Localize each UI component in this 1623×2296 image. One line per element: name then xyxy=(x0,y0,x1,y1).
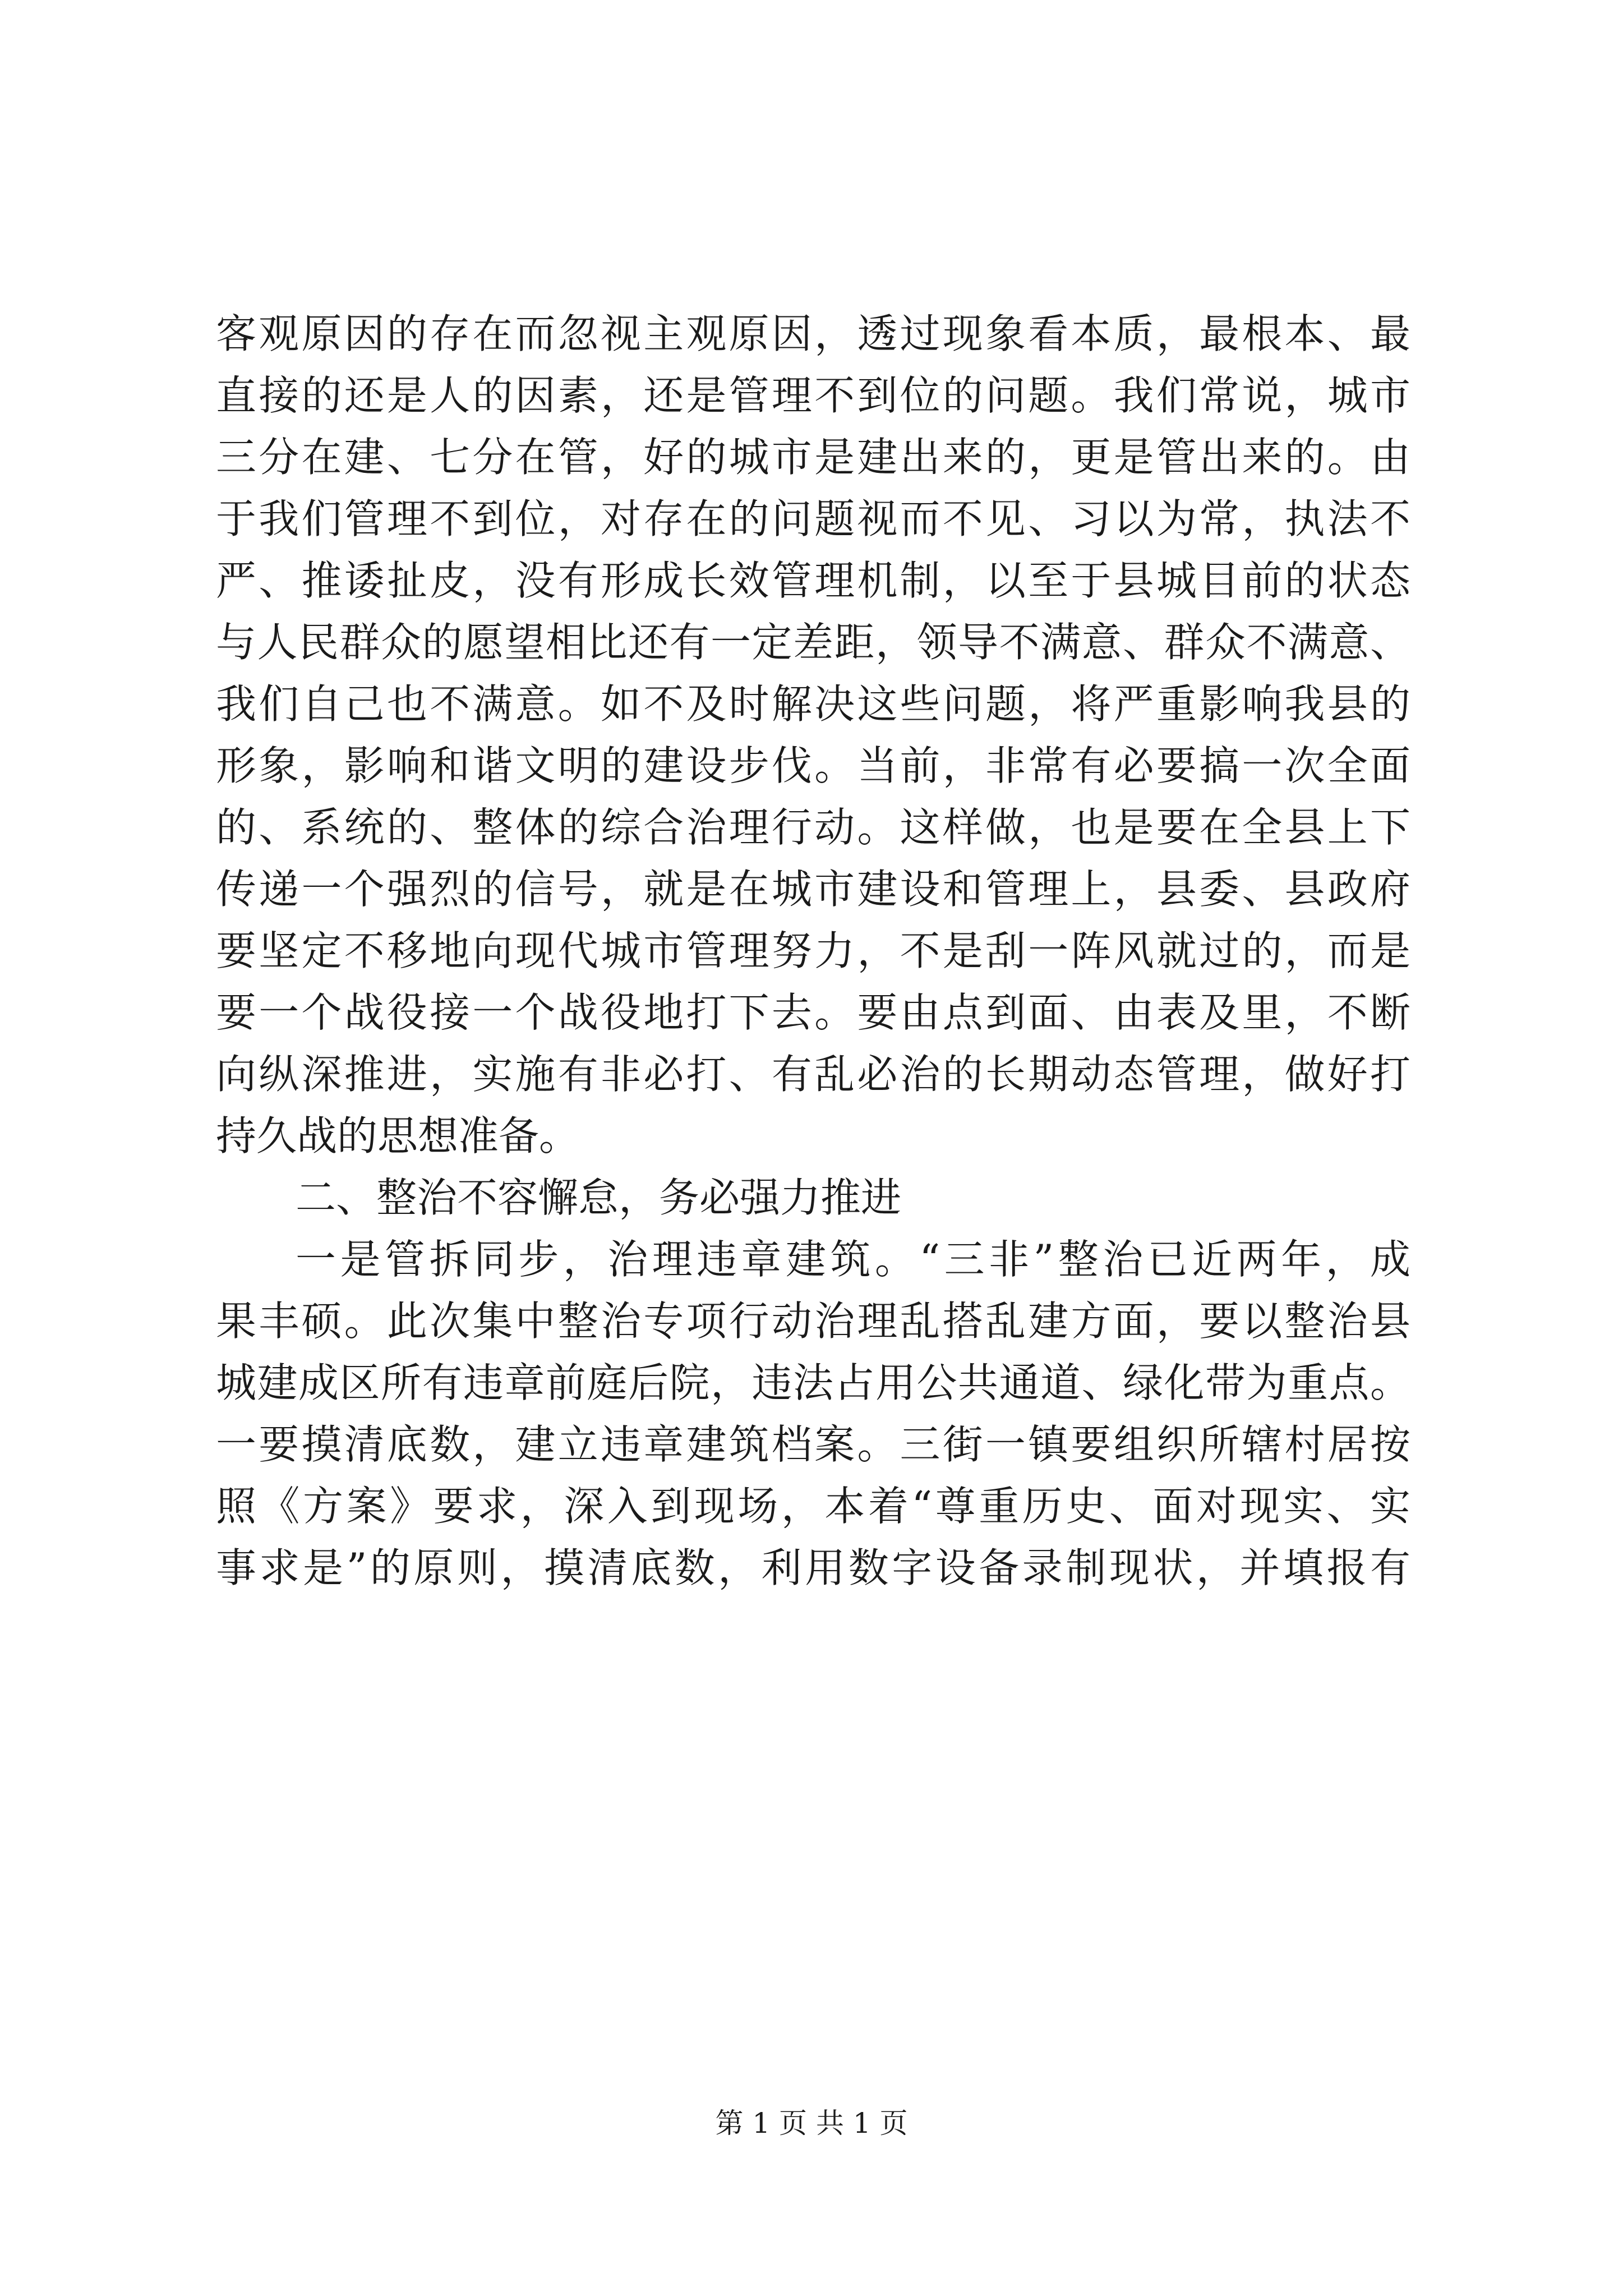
text-line-19: 一要摸清底数，建立违章建筑档案。三街一镇要组织所辖村居按 xyxy=(216,1421,1410,1468)
text-line-13: 向纵深推进，实施有非必打、有乱必治的长期动态管理，做好打 xyxy=(216,1051,1410,1098)
text-line-8: 形象，影响和谐文明的建设步伐。当前，非常有必要搞一次全面 xyxy=(216,742,1410,789)
text-line-9: 的、系统的、整体的综合治理行动。这样做，也是要在全县上下 xyxy=(216,804,1410,851)
text-line-5: 严、推诿扯皮，没有形成长效管理机制，以至于县城目前的状态 xyxy=(216,557,1410,604)
section-heading: 二、整治不容懈怠，务必强力推进 xyxy=(296,1174,902,1221)
text-line-2: 直接的还是人的因素，还是管理不到位的问题。我们常说，城市 xyxy=(216,372,1410,419)
text-line-12: 要一个战役接一个战役地打下去。要由点到面、由表及里，不断 xyxy=(216,989,1410,1036)
text-line-10: 传递一个强烈的信号，就是在城市建设和管理上，县委、县政府 xyxy=(216,866,1410,913)
text-line-20: 照《方案》要求，深入到现场，本着“尊重历史、面对现实、实 xyxy=(216,1483,1410,1530)
page-number-footer: 第 1 页 共 1 页 xyxy=(715,2107,908,2139)
text-line-14: 持久战的思想准备。 xyxy=(216,1112,580,1159)
text-line-7: 我们自己也不满意。如不及时解决这些问题，将严重影响我县的 xyxy=(216,680,1410,728)
text-line-11: 要坚定不移地向现代城市管理努力，不是刮一阵风就过的，而是 xyxy=(216,927,1410,974)
text-line-17: 果丰硕。此次集中整治专项行动治理乱搭乱建方面，要以整治县 xyxy=(216,1297,1410,1345)
text-line-4: 于我们管理不到位，对存在的问题视而不见、习以为常，执法不 xyxy=(216,495,1410,542)
text-line-3: 三分在建、七分在管，好的城市是建出来的，更是管出来的。由 xyxy=(216,434,1410,481)
text-line-1: 客观原因的存在而忽视主观原因，透过现象看本质，最根本、最 xyxy=(216,310,1410,357)
text-line-21: 事求是”的原则，摸清底数，利用数字设备录制现状，并填报有 xyxy=(216,1544,1410,1591)
text-line-16: 一是管拆同步，治理违章建筑。“三非”整治已近两年，成 xyxy=(296,1236,1410,1283)
text-line-18: 城建成区所有违章前庭后院，违法占用公共通道、绿化带为重点。 xyxy=(216,1359,1410,1406)
text-line-6: 与人民群众的愿望相比还有一定差距，领导不满意、群众不满意、 xyxy=(216,619,1410,666)
